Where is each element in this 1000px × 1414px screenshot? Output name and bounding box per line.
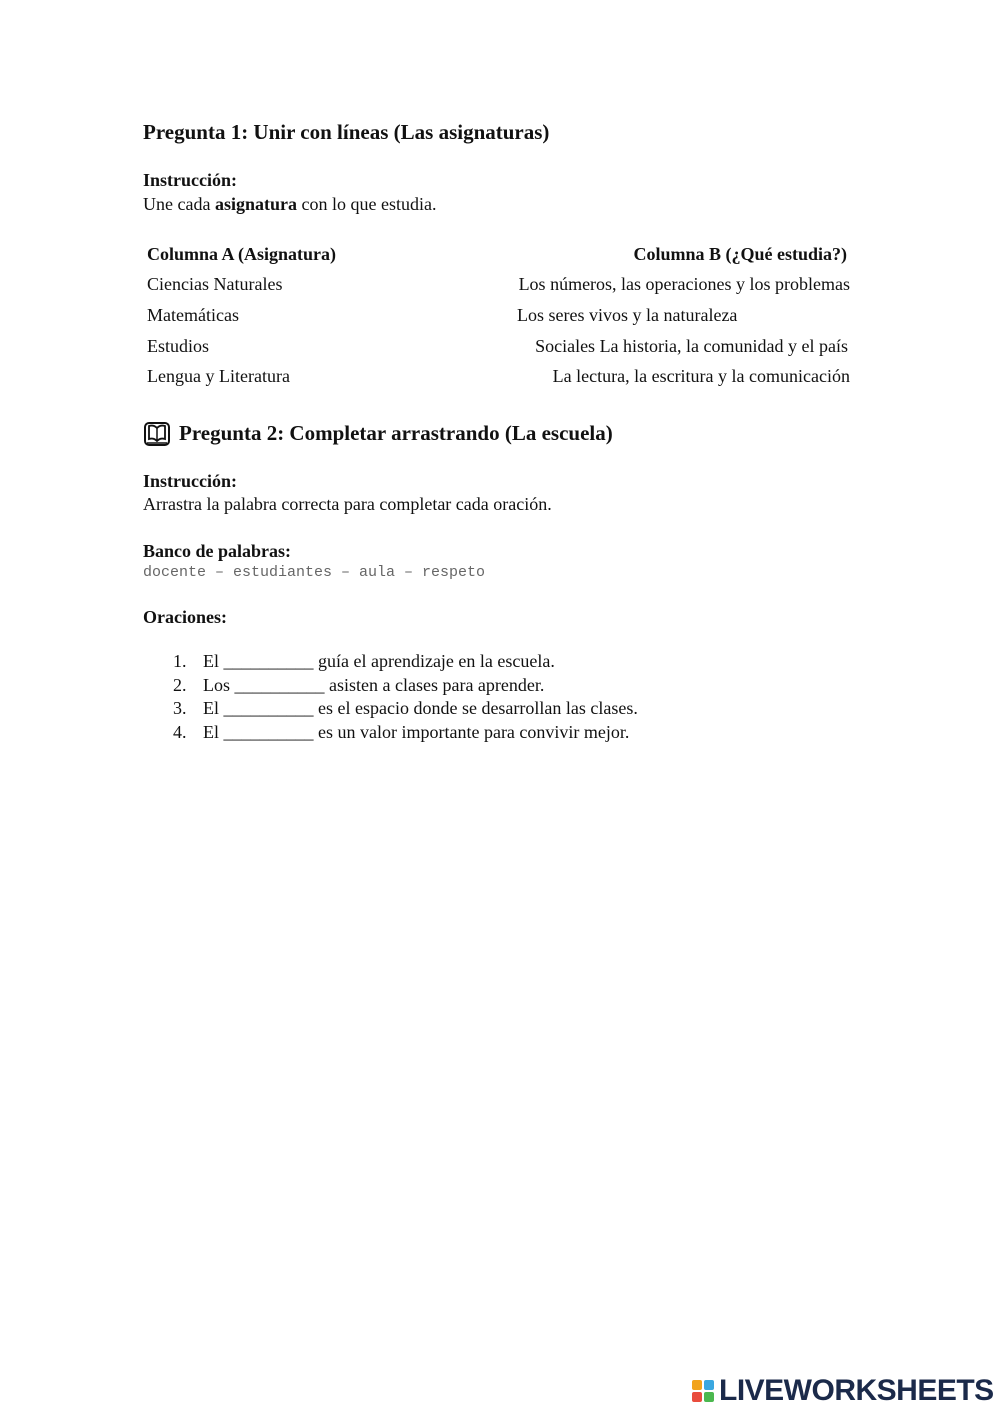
sentence-item[interactable] [173,650,638,674]
column-a-item[interactable]: Matemáticas [147,305,239,325]
question-2-instruction-label: Instrucción: [143,471,237,491]
sentence-text: El __________ es el espacio donde se desarrollan las clases. [203,698,638,718]
column-a-item[interactable]: Estudios [147,336,210,356]
sentence-list [173,650,638,744]
logo-square [692,1392,702,1402]
logo-text: LIVEWORKSHEETS [719,1374,994,1407]
column-a-item[interactable]: Ciencias Naturales [147,274,283,294]
instruction-text-start: Une cada [143,194,215,214]
column-b-item[interactable]: Sociales La historia, la comunidad y el país [535,336,848,356]
logo-mark-icon [692,1380,714,1402]
instruction-text-bold: asignatura [214,194,297,214]
sentences-label: Oraciones: [143,607,227,627]
sentence-item[interactable] [173,697,638,721]
logo-square [704,1380,714,1390]
column-b-item[interactable]: La lectura, la escritura y la comunicación [552,366,850,386]
sentence-item[interactable] [173,721,638,745]
column-a-header: Columna A (Asignatura) [147,244,337,264]
sentence-number: 2. [173,674,187,695]
sentence-text: El __________ guía el aprendizaje en la escuela. [203,651,555,671]
instruction-text-end: con lo que estudia. [296,194,437,214]
column-a-item[interactable]: Lengua y Literatura [147,366,290,386]
sentence-number: 1. [173,651,187,671]
sentence-item[interactable] [173,674,638,698]
sentence-text: El __________ es un valor importante para convivir mejor. [203,721,630,742]
word-bank[interactable]: docente – estudiantes – aula – respeto [143,564,486,581]
question-2-title: Pregunta 2: Completar arrastrando (La escuela) [179,421,613,445]
question-1-title: Pregunta 1: Unir con líneas (Las asignaturas) [143,120,550,144]
logo-square [692,1380,702,1390]
column-b-header: Columna B (¿Qué estudia?) [633,244,847,264]
column-b-item[interactable]: Los seres vivos y la naturaleza [517,305,738,325]
sentence-number: 3. [173,698,187,718]
word-bank-label: Banco de palabras: [143,541,292,561]
column-b-item[interactable]: Los números, las operaciones y los problemas [518,274,850,294]
question-2-instruction: Arrastra la palabra correcta para completar cada oración. [143,494,552,514]
sentence-text: Los __________ asisten a clases para aprender. [203,674,545,695]
book-icon [143,421,171,447]
question-1-instruction [143,194,436,215]
sentence-number: 4. [173,721,187,742]
logo-square [704,1392,714,1402]
question-1-instruction-label: Instrucción: [143,170,237,190]
liveworksheets-logo [692,1374,994,1408]
